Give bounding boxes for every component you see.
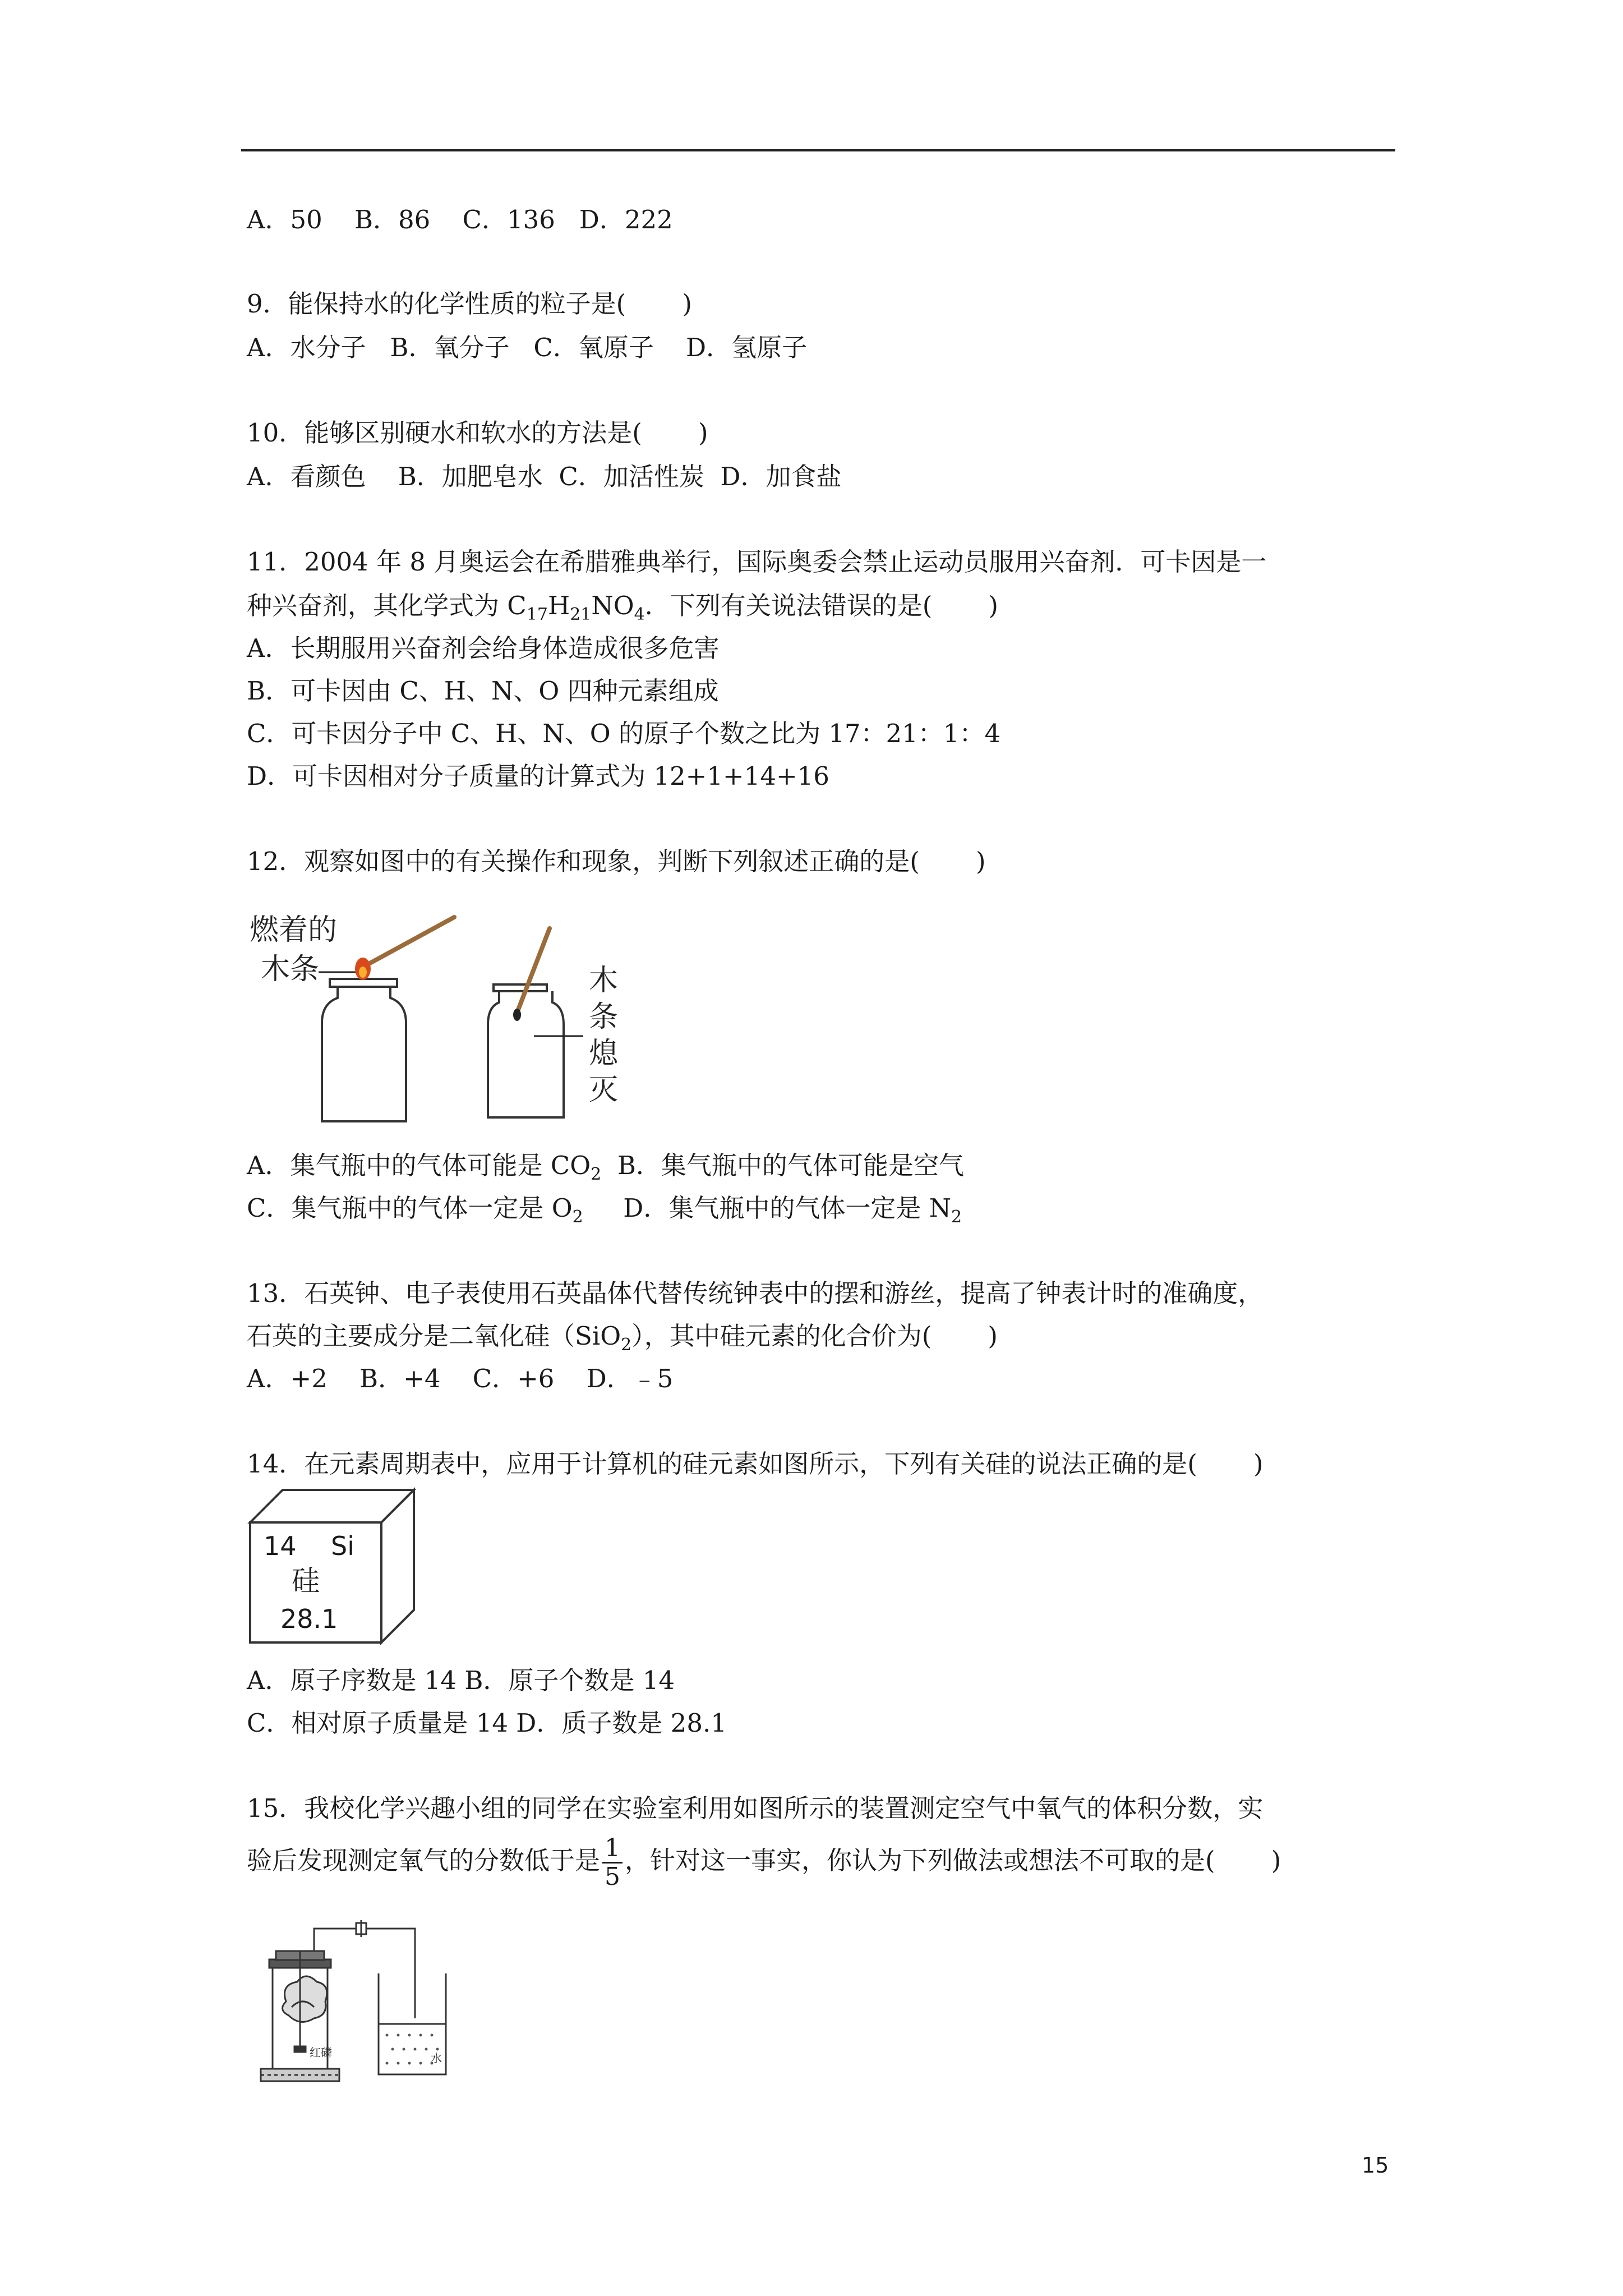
element-number: 14	[264, 1531, 297, 1561]
q12-stem: 12．观察如图中的有关操作和现象，判断下列叙述正确的是( )	[247, 846, 986, 876]
q15-stem-line1: 15．我校化学兴趣小组的同学在实验室利用如图所示的装置测定空气中氧气的体积分数，实	[247, 1793, 1264, 1823]
q8-options: A．50 B．86 C．136 D．222	[247, 205, 673, 234]
q10-stem: 10．能够区别硬水和软水的方法是( )	[247, 418, 708, 448]
q9-stem: 9．能保持水的化学性质的粒子是( )	[247, 289, 692, 319]
q11-option-c: C．可卡因分子中 C、H、N、O 的原子个数之比为 17：21：1：4	[247, 719, 1001, 748]
q12-label-r4: 灭	[589, 1073, 619, 1107]
q11-option-b: B．可卡因由 C、H、N、O 四种元素组成	[247, 676, 719, 706]
left-bottle	[322, 979, 406, 1121]
right-bottle	[488, 984, 564, 1117]
q15-stem-line2: 验后发现测定氧气的分数低于是 $\frac{1}{5}$ ，针对这一事实，你认为下列做法或想法不可取的是( )	[247, 1834, 1281, 1891]
q12-label-r3: 熄	[589, 1037, 619, 1070]
q10-options: A．看颜色 B．加肥皂水 C．加活性炭 D．加食盐	[247, 462, 842, 491]
fraction-one-fifth: $\frac{1}{5}$	[602, 1835, 623, 1890]
q14-options-line2: C．相对原子质量是 14 D．质子数是 28.1	[247, 1708, 727, 1738]
element-name: 硅	[292, 1565, 320, 1597]
q14-stem: 14．在元素周期表中，应用于计算机的硅元素如图所示，下列有关硅的说法正确的是( )	[247, 1449, 1264, 1479]
q12-option-cd: C．集气瓶中的气体一定是 $O_2$ D．集气瓶中的气体一定是 $N_2$	[247, 1193, 962, 1227]
page-number: 15	[1362, 2153, 1389, 2178]
label-red-phosphorus: 红磷	[310, 2046, 332, 2059]
q11-option-d: D．可卡因相对分子质量的计算式为 12+1+14+16	[247, 761, 829, 791]
q14-element-cell-figure	[247, 1487, 421, 1649]
q14-options-line1: A．原子序数是 14 B．原子个数是 14	[247, 1665, 675, 1695]
q13-options: A．+2 B．+4 C．+6 D．﹣5	[247, 1364, 674, 1393]
label-water: 水	[431, 2051, 442, 2065]
q12-label-burning: 燃着的	[250, 913, 338, 947]
q15-apparatus-figure	[247, 1917, 449, 2091]
q12-label-stick: 木条	[261, 953, 320, 986]
q11-option-a: A．长期服用兴奋剂会给身体造成很多危害	[247, 633, 720, 663]
q12-option-ab: A．集气瓶中的气体可能是 $CO_2$ B．集气瓶中的气体可能是空气	[247, 1151, 964, 1184]
element-symbol: Si	[331, 1531, 354, 1561]
q11-stem-line2: 种兴奋剂，其化学式为 $C_{17}H_{21}NO_4$．下列有关说法错误的是( )	[247, 591, 998, 624]
q13-stem-line1: 13．石英钟、电子表使用石英晶体代替传统钟表中的摆和游丝，提高了钟表计时的准确度，	[247, 1278, 1264, 1308]
q11-stem-line1: 11．2004 年 8 月奥运会在希腊雅典举行，国际奥委会禁止运动员服用兴奋剂．可卡因是一	[247, 547, 1267, 577]
header-rule	[241, 149, 1395, 151]
q12-label-r1: 木	[589, 964, 619, 997]
element-mass: 28.1	[280, 1604, 338, 1634]
q12-bottles-figure	[247, 906, 651, 1130]
q9-options: A．水分子 B．氧分子 C．氧原子 D．氢原子	[247, 333, 808, 362]
q12-label-r2: 条	[589, 1000, 619, 1034]
q13-stem-line2: 石英的主要成分是二氧化硅（SiO$_2$），其中硅元素的化合价为( )	[247, 1321, 998, 1355]
